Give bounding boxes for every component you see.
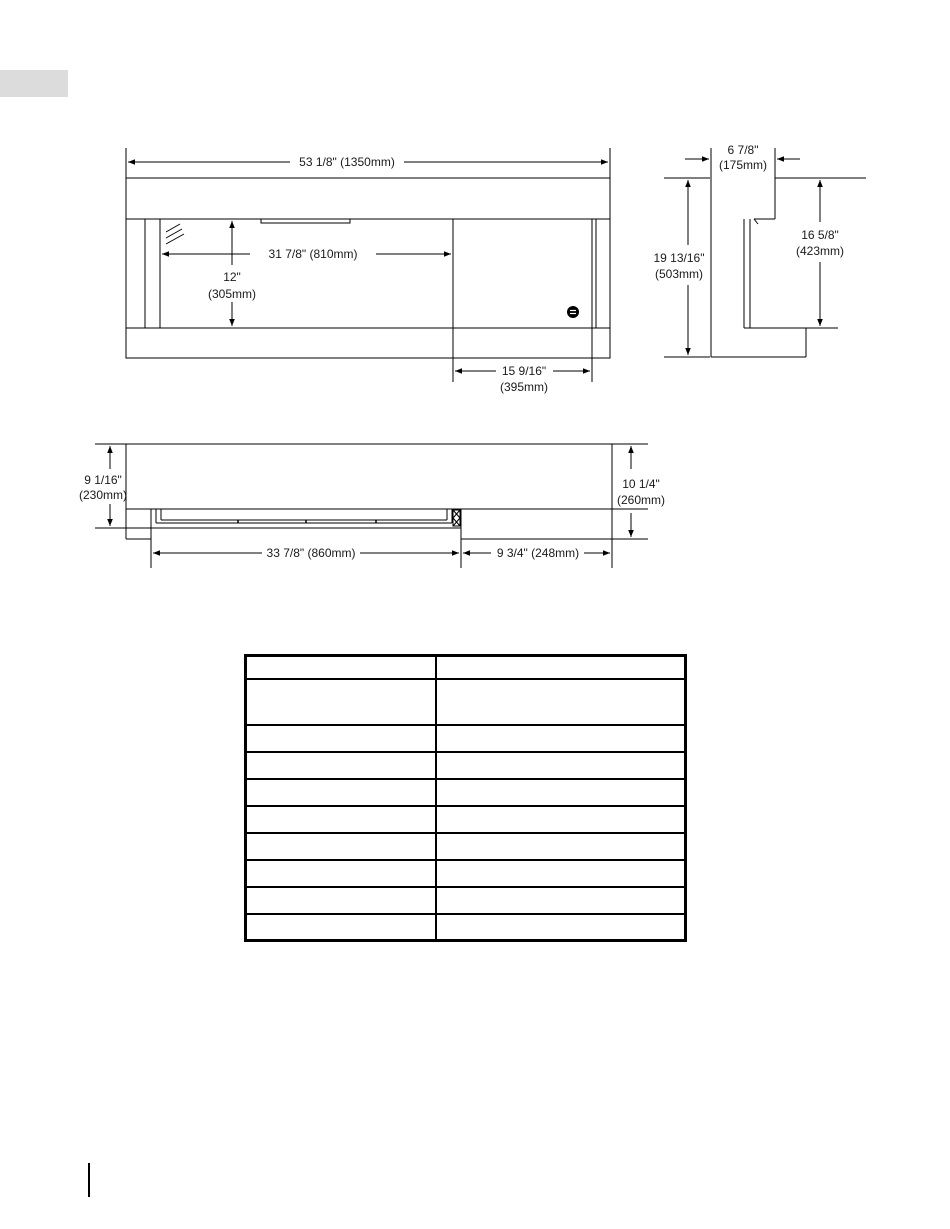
front-view [126,148,610,382]
table-row [246,679,686,725]
table-row [246,752,686,779]
table-row [246,860,686,887]
side-depth-mm: (175mm) [718,158,768,172]
table-cell [436,887,686,914]
table-cell [246,679,437,725]
tray-latch-icon [453,510,460,526]
table-cell [436,860,686,887]
spec-table [244,654,687,942]
table-cell [436,679,686,725]
table-cell [436,833,686,860]
front-right-offset-mm: (395mm) [499,380,549,394]
table-cell [246,887,437,914]
side-depth-in: 6 7/8" [727,143,759,157]
table-row [246,656,686,679]
front-right-offset-in: 15 9/16" [501,364,547,378]
table-cell [246,725,437,752]
top-right-depth-mm: (260mm) [616,493,666,507]
drawing-line [567,306,579,318]
front-opening-width: 31 7/8" (810mm) [268,247,358,261]
table-row [246,887,686,914]
front-opening-height-in: 12" [223,270,241,284]
table-cell [246,833,437,860]
table-cell [246,656,437,679]
front-overall-width: 53 1/8" (1350mm) [299,155,395,169]
top-right-depth-in: 10 1/4" [622,477,660,491]
side-inner-height-mm: (423mm) [795,244,845,258]
table-row [246,806,686,833]
table-cell [436,914,686,941]
drawing-line [261,219,350,223]
table-cell [246,752,437,779]
table-cell [436,779,686,806]
drawing-line [754,219,758,224]
table-cell [246,806,437,833]
top-left-depth-mm: (230mm) [78,488,128,502]
table-row [246,779,686,806]
table-cell [436,806,686,833]
top-box-width: 33 7/8" (860mm) [266,546,356,560]
drawing-line [151,509,461,528]
side-inner-height-in: 16 5/8" [801,228,839,242]
table-row [246,833,686,860]
side-overall-height-mm: (503mm) [654,267,704,281]
front-opening-height-mm: (305mm) [207,287,257,301]
table-row [246,725,686,752]
table-cell [436,752,686,779]
table-cell [246,779,437,806]
top-left-depth-in: 9 1/16" [84,473,122,487]
table-row [246,914,686,941]
table-cell [436,725,686,752]
side-overall-height-in: 19 13/16" [653,251,705,265]
drawing-line [126,178,610,358]
table-cell [436,656,686,679]
power-switch-icon [567,306,579,318]
table-cell [246,860,437,887]
drawing-line [166,234,184,244]
drawing-line [453,510,460,526]
top-right-offset: 9 3/4" (248mm) [496,546,580,560]
table-cell [246,914,437,941]
footer-rule [88,1163,90,1197]
